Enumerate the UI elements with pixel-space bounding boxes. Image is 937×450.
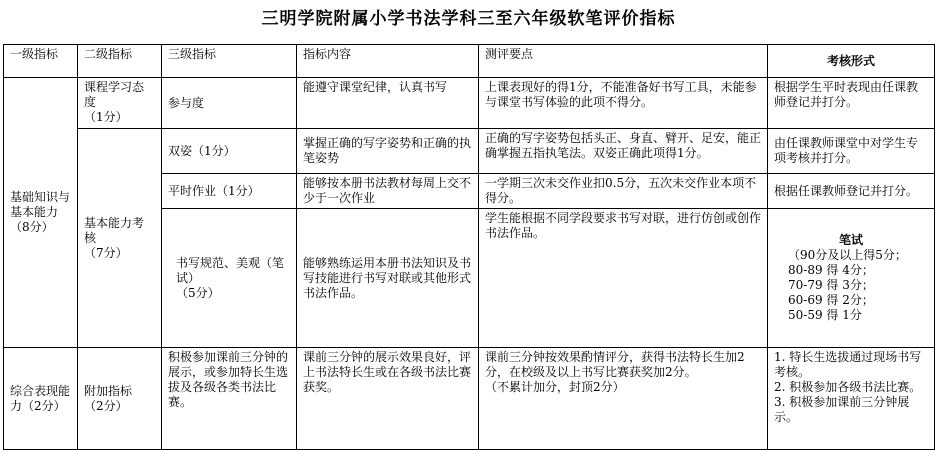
grade-item: 50-59 得 1分 xyxy=(788,308,862,322)
level3-extra: 积极参加课前三分钟的展示，或参加特长生选拔及各级各类书法比赛。 xyxy=(162,348,297,450)
header-level3: 三级指标 xyxy=(162,45,297,78)
level2-basic-ability-score: （7分） xyxy=(84,245,128,260)
table-row xyxy=(4,129,935,174)
content-homework: 能够按本册书法教材每周上交不少于一次作业 xyxy=(297,174,479,209)
grade-item: （90分及以上得5分； xyxy=(788,248,907,262)
evaluation-table xyxy=(3,44,935,450)
level3-writing-score: （5分） xyxy=(176,285,220,300)
form-posture: 由任课教师课堂中对学生专项考核并打分。 xyxy=(768,129,935,174)
header-level1: 一级指标 xyxy=(4,45,78,78)
table-row xyxy=(4,348,935,450)
grade-item: 70-79 得 3分； xyxy=(788,278,874,292)
form-writing-exam xyxy=(768,209,935,348)
grade-item: 60-69 得 2分； xyxy=(788,293,874,307)
level3-participation: 参与度 xyxy=(162,78,297,129)
points-extra-note: （不累计加分，封顶2分） xyxy=(485,380,625,394)
level2-extra-label: 附加指标 xyxy=(84,383,133,398)
level3-homework: 平时作业（1分） xyxy=(162,174,297,209)
table-row xyxy=(4,78,935,129)
content-extra: 课前三分钟的展示效果良好，评上书法特长生或在各级书法比赛获奖。 xyxy=(297,348,479,450)
level3-writing xyxy=(162,209,297,348)
level2-attitude-score: （1分） xyxy=(84,110,128,124)
points-extra-main: 课前三分钟按效果酌情评分，获得书法特长生加2分，在校级及以上书写比赛获奖加2分。 xyxy=(485,350,745,379)
points-writing: 学生能根据不同学段要求书写对联，进行仿创或创作书法作品。 xyxy=(479,209,768,348)
level1-comprehensive: 综合表现能力（2分） xyxy=(4,348,78,450)
level2-attitude xyxy=(78,78,162,129)
content-posture: 掌握正确的写字姿势和正确的执笔姿势 xyxy=(297,129,479,174)
level2-basic-ability-label: 基本能力考核 xyxy=(84,215,145,245)
header-level2: 二级指标 xyxy=(78,45,162,78)
form-homework: 根据任课教师登记并打分。 xyxy=(768,174,935,209)
exam-title: 笔试 xyxy=(838,233,863,247)
page-title: 三明学院附属小学书法学科三至六年级软笔评价指标 xyxy=(261,9,676,29)
form-extra-item: 2. 积极参加各级书法比赛。 xyxy=(774,380,922,394)
level2-basic-ability xyxy=(78,129,162,348)
points-extra xyxy=(479,348,768,450)
header-row xyxy=(4,45,935,78)
content-participation: 能遵守课堂纪律，认真书写 xyxy=(297,78,479,129)
level1-basic: 基础知识与基本能力（8分） xyxy=(4,78,78,348)
header-content: 指标内容 xyxy=(297,45,479,78)
level2-attitude-label: 课程学习态度 xyxy=(84,80,145,109)
content-writing: 能够熟练运用本册书法知识及书写技能进行书写对联或其他形式书法作品。 xyxy=(297,209,479,348)
form-extra xyxy=(768,348,935,450)
form-participation: 根据学生平时表现由任课教师登记并打分。 xyxy=(768,78,935,129)
grade-list xyxy=(788,248,928,323)
level3-posture: 双姿（1分） xyxy=(162,129,297,174)
points-posture: 正确的写字姿势包括头正、身直、臂开、足安，能正确掌握五指执笔法。双姿正确此项得1分。 xyxy=(479,129,768,174)
level3-writing-label: 书写规范、美观（笔试） xyxy=(176,255,285,285)
grade-item: 80-89 得 4分； xyxy=(788,263,874,277)
form-extra-item: 1. 特长生选拔通过现场书写考核。 xyxy=(774,350,922,379)
header-points: 测评要点 xyxy=(479,45,768,78)
level2-extra-score: （2分） xyxy=(84,398,128,413)
header-form: 考核形式 xyxy=(768,45,935,78)
points-participation: 上课表现好的得1分，不能准备好书写工具，未能参与课堂书写体验的此项不得分。 xyxy=(479,78,768,129)
points-homework: 一学期三次未交作业扣0.5分，五次未交作业本项不得分。 xyxy=(479,174,768,209)
form-extra-item: 3. 积极参加课前三分钟展示。 xyxy=(774,395,910,424)
level2-extra xyxy=(78,348,162,450)
